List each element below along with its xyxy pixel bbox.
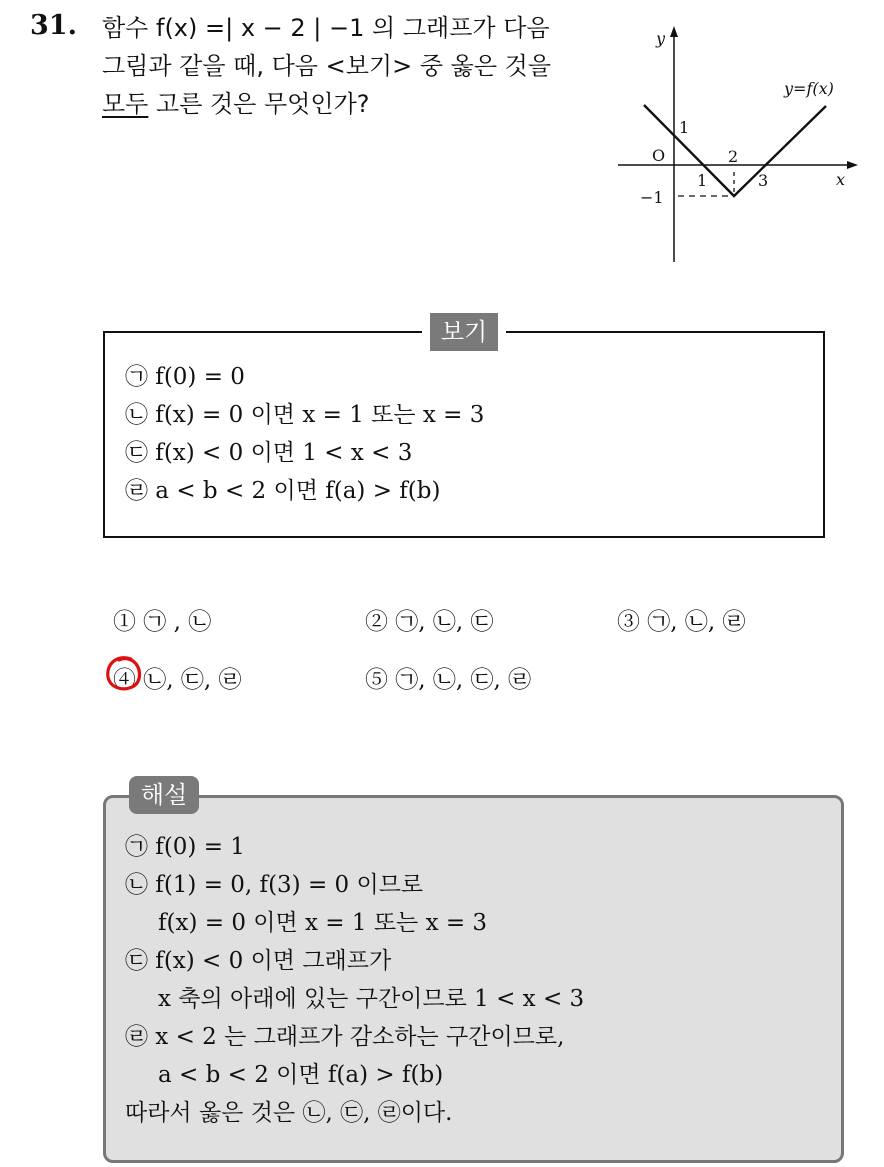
explanation-line-2: ㉡ f(1) = 0, f(3) = 0 이므로 [125, 872, 424, 898]
explanation-line-6: ㉣ x < 2 는 그래프가 감소하는 구간이므로, [125, 1024, 565, 1050]
x-axis-label: x [836, 170, 846, 189]
choice-5[interactable]: ⑤ ㉠, ㉡, ㉢, ㉣ [365, 667, 532, 693]
x-tick-label-three: 3 [758, 171, 769, 190]
explanation-line-7: a < b < 2 이면 f(a) > f(b) [158, 1062, 444, 1088]
choice-4[interactable]: ④ ㉡, ㉢, ㉣ [113, 667, 242, 693]
question-text-line-3 [102, 86, 369, 122]
bogi-title: 보기 [430, 313, 498, 351]
y-tick-label-neg-one: −1 [640, 188, 664, 207]
explanation-title: 해설 [129, 776, 199, 814]
question-text-line-3-rest: 고른 것은 무엇인가? [148, 90, 370, 118]
bogi-statement-1: ㉠ f(0) = 0 [125, 364, 245, 390]
choice-2[interactable]: ② ㉠, ㉡, ㉢ [365, 609, 494, 635]
underlined-word: 모두 [102, 90, 149, 118]
selected-answer-circle-icon [104, 653, 144, 693]
question-number: 31. [30, 10, 77, 41]
x-axis-arrow-icon [847, 161, 858, 169]
question-text-line-2: 그림과 같을 때, 다음 <보기> 중 옳은 것을 [102, 52, 552, 80]
choice-3[interactable]: ③ ㉠, ㉡, ㉣ [617, 609, 746, 635]
explanation-line-5: x 축의 아래에 있는 구간이므로 1 < x < 3 [158, 986, 585, 1012]
function-graph [618, 22, 858, 267]
origin-label: O [652, 146, 666, 165]
explanation-line-8: 따라서 옳은 것은 ㉡, ㉢, ㉣이다. [125, 1100, 453, 1126]
choice-1[interactable]: ① ㉠ , ㉡ [113, 609, 212, 635]
bogi-statement-2: ㉡ f(x) = 0 이면 x = 1 또는 x = 3 [125, 402, 485, 428]
y-tick-label-one: 1 [679, 118, 690, 137]
explanation-line-1: ㉠ f(0) = 1 [125, 834, 245, 860]
bogi-statement-4: ㉣ a < b < 2 이면 f(a) > f(b) [125, 478, 441, 504]
y-axis-label: y [656, 29, 666, 48]
x-tick-label-one: 1 [697, 171, 708, 190]
explanation-line-3: f(x) = 0 이면 x = 1 또는 x = 3 [158, 910, 488, 936]
bogi-statement-3: ㉢ f(x) < 0 이면 1 < x < 3 [125, 440, 413, 466]
explanation-line-4: ㉢ f(x) < 0 이면 그래프가 [125, 948, 392, 974]
y-axis-arrow-icon [670, 26, 678, 37]
curve-label: y=f(x) [784, 79, 834, 98]
x-tick-label-two: 2 [728, 147, 739, 166]
question-text-line-1: 함수 f(x) =| x − 2 | −1 의 그래프가 다음 [102, 14, 550, 42]
